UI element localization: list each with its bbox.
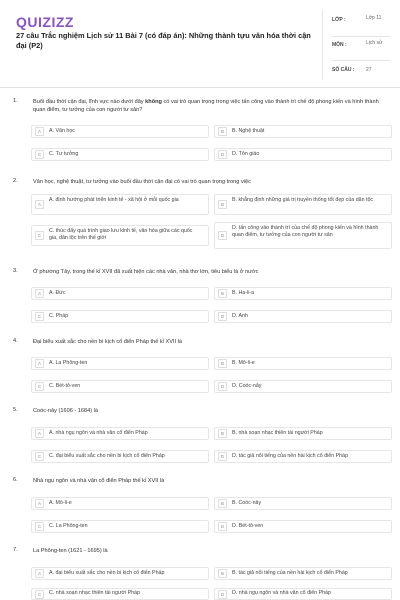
option-letter-badge: C — [35, 312, 44, 321]
option-c[interactable] — [31, 225, 209, 246]
question-number: 5. — [13, 407, 18, 413]
emphasis-text: không — [145, 99, 162, 105]
question-count-label: SỐ CÂU : — [332, 67, 355, 73]
option-text: A. La Phông-ten — [49, 360, 88, 366]
header-rule — [0, 87, 400, 88]
meta-divider — [332, 60, 390, 61]
question-text: Văn học, nghệ thuật, tư tưởng vào buổi đầu thời cận đại có vai trò quan trọng trong việc — [33, 179, 251, 185]
option-text: A. nhà ngụ ngôn và nhà văn cổ điển Pháp — [49, 430, 148, 436]
worksheet-title: 27 câu Trắc nghiệm Lịch sử 11 Bài 7 (có đáp án): Những thành tựu văn hóa thời cận đại (P2) — [16, 31, 311, 50]
option-letter-badge: A — [35, 359, 44, 368]
option-b[interactable] — [214, 287, 392, 300]
meta-divider — [332, 36, 390, 37]
option-text: C. đại biểu xuất sắc cho nền bi kịch cổ điển Pháp — [49, 453, 165, 459]
option-text: C. Pháp — [49, 313, 69, 319]
option-a[interactable] — [31, 567, 209, 580]
option-d[interactable] — [214, 380, 392, 393]
header-divider — [322, 10, 323, 80]
grade-label: LỚP : — [332, 17, 346, 23]
option-letter-badge: D — [218, 382, 227, 391]
option-c[interactable] — [31, 310, 209, 323]
option-letter-badge: D — [218, 312, 227, 321]
option-letter-badge: B — [218, 289, 227, 298]
option-letter-badge: D — [218, 452, 227, 461]
quizizz-logo: QUIZIZZ — [16, 14, 74, 30]
option-letter-badge: C — [35, 522, 44, 531]
question-number: 3. — [13, 268, 18, 274]
option-letter-badge: A — [35, 200, 44, 209]
option-letter-badge: D — [218, 522, 227, 531]
option-text: B. Nghệ thuật — [232, 128, 265, 134]
option-text: C. La Phông-ten — [49, 523, 88, 529]
question-text: Buổi đầu thời cận đại, lĩnh vực nào dưới đây không có vai trò quan trọng trong việc tấn công vào thành trì chế độ phong kiến và hình thành quan điểm, tư tưởng của con người tư sản? — [33, 99, 379, 113]
option-letter-badge: D — [218, 150, 227, 159]
option-b[interactable] — [214, 357, 392, 370]
option-a[interactable] — [31, 357, 209, 370]
question-number: 4. — [13, 338, 18, 344]
option-a[interactable] — [31, 125, 209, 138]
option-letter-badge: A — [35, 429, 44, 438]
option-letter-badge: B — [218, 200, 227, 209]
option-text: D. Anh — [232, 313, 248, 319]
option-text: D. Coóc-nây — [232, 383, 262, 389]
option-d[interactable] — [214, 588, 392, 600]
subject-label: MÔN : — [332, 42, 347, 48]
option-text: B. Ha-li-a — [232, 290, 255, 296]
option-text: B. tác giả nổi tiếng của nền hài kịch cổ điển Pháp — [232, 570, 348, 576]
option-text: A. Mô-li-e — [49, 500, 72, 506]
question-number: 2. — [13, 178, 18, 184]
option-letter-badge: C — [35, 231, 44, 240]
option-a[interactable] — [31, 194, 209, 215]
option-letter-badge: A — [35, 127, 44, 136]
option-a[interactable] — [31, 287, 209, 300]
option-b[interactable] — [214, 125, 392, 138]
subject-value: Lịch sử — [366, 40, 383, 46]
option-c[interactable] — [31, 380, 209, 393]
option-letter-badge: B — [218, 359, 227, 368]
option-letter-badge: C — [35, 590, 44, 599]
option-d[interactable] — [214, 310, 392, 323]
question-text: Nhà ngụ ngôn và nhà văn cổ điển Pháp thế kỉ XVII là — [33, 478, 165, 484]
option-c[interactable] — [31, 450, 209, 463]
option-letter-badge: A — [35, 499, 44, 508]
question-text: Coóc-nây (1606 - 1684) là — [33, 408, 98, 414]
option-a[interactable] — [31, 497, 209, 510]
option-d[interactable] — [214, 450, 392, 463]
option-text: B. nhà soạn nhạc thiên tài người Pháp — [232, 430, 323, 436]
option-b[interactable] — [214, 497, 392, 510]
option-d[interactable] — [214, 222, 392, 249]
question-number: 6. — [13, 477, 18, 483]
option-c[interactable] — [31, 148, 209, 161]
option-text: D. tấn công vào thành trì của chế độ phong kiến và hình thành quan điểm, tư tưởng của con người tư sản — [232, 225, 379, 238]
option-letter-badge: D — [218, 231, 227, 240]
option-c[interactable] — [31, 520, 209, 533]
option-text: C. Tư tưởng — [49, 151, 79, 157]
option-text: D. tác giả nổi tiếng của nền hài kịch cổ điển Pháp — [232, 453, 349, 459]
option-text: B. khẳng định những giá trị truyền thống tốt đẹp của dân tộc — [232, 197, 374, 203]
option-letter-badge: C — [35, 382, 44, 391]
option-b[interactable] — [214, 194, 392, 215]
question-text: La Phông-ten (1621 - 1695) là — [33, 548, 108, 554]
option-text: C. nhà soạn nhạc thiên tài người Pháp — [49, 590, 140, 596]
option-letter-badge: B — [218, 429, 227, 438]
option-text: C. thúc đẩy quá trình giao lưu kinh tế, văn hóa giữa các quốc gia, dân tộc trên thế giới — [49, 228, 193, 241]
option-text: B. Coóc-nây — [232, 500, 262, 506]
option-letter-badge: A — [35, 569, 44, 578]
option-text: A. đại biểu xuất sắc cho nền bi kịch cổ điển Pháp — [49, 570, 165, 576]
option-text: A. Văn học — [49, 128, 75, 134]
option-letter-badge: B — [218, 127, 227, 136]
option-a[interactable] — [31, 427, 209, 440]
option-letter-badge: C — [35, 150, 44, 159]
option-b[interactable] — [214, 427, 392, 440]
option-letter-badge: B — [218, 569, 227, 578]
option-text: C. Bét-tô-ven — [49, 383, 81, 389]
option-c[interactable] — [31, 588, 209, 600]
question-number: 1. — [13, 98, 18, 104]
option-text: D. Tôn giáo — [232, 151, 260, 157]
option-d[interactable] — [214, 520, 392, 533]
option-letter-badge: B — [218, 499, 227, 508]
option-d[interactable] — [214, 148, 392, 161]
question-count-value: 27 — [366, 67, 372, 73]
worksheet-header — [0, 0, 400, 86]
option-text: D. Bét-tô-ven — [232, 523, 264, 529]
grade-value: Lớp 11 — [366, 15, 382, 21]
option-letter-badge: A — [35, 289, 44, 298]
option-letter-badge: D — [218, 590, 227, 599]
question-text: Ở phương Tây, trong thế kỉ XVII đã xuất hiện các nhà văn, nhà thơ lớn, tiêu biểu là ở nước — [33, 269, 259, 275]
question-number: 7. — [13, 547, 18, 553]
option-text: A. Đức — [49, 290, 66, 296]
question-text: Đại biểu xuất sắc cho nền bi kịch cổ điển Pháp thế kỉ XVII là — [33, 339, 182, 345]
option-text: D. nhà ngụ ngôn và nhà văn cổ điển Pháp — [232, 590, 331, 596]
option-b[interactable] — [214, 567, 392, 580]
option-text: B. Mô-li-e — [232, 360, 255, 366]
option-letter-badge: C — [35, 452, 44, 461]
option-text: A. định hướng phát triển kinh tế - xã hội ở mỗi quốc gia — [49, 197, 179, 203]
